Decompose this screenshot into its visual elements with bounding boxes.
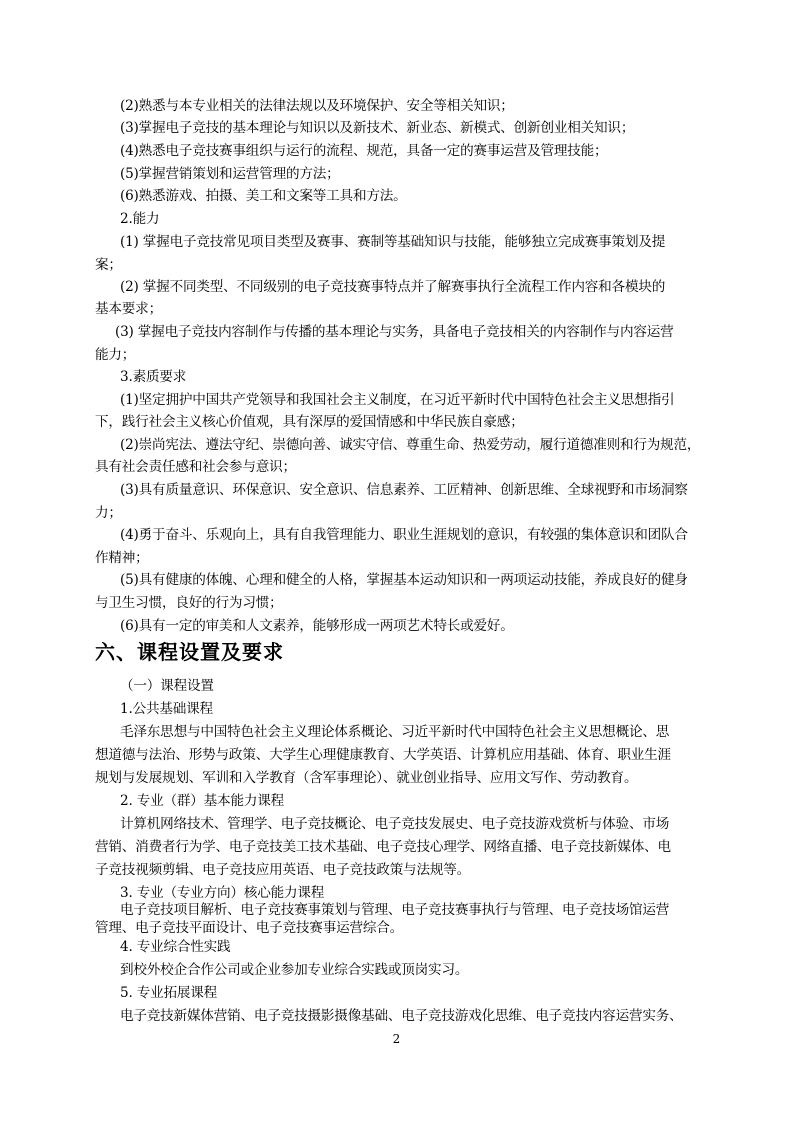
quality-heading: 3.素质要求 bbox=[120, 369, 187, 385]
public-courses-heading: 1.公共基础课程 bbox=[120, 701, 213, 717]
quality-item-6: (6)具有一定的审美和人文素养，能够形成一两项艺术特长或爱好。 bbox=[120, 618, 514, 634]
knowledge-item-6: (6)熟悉游戏、拍摄、美工和文案等工具和方法。 bbox=[120, 188, 407, 204]
knowledge-item-4: (4)熟悉电子竞技赛事组织与运行的流程、规范，具备一定的赛事运营及管理技能； bbox=[120, 143, 608, 159]
public-courses-line3: 规划与发展规划、军训和入学教育（含军事理论）、就业创业指导、应用文写作、劳动教育。 bbox=[95, 770, 638, 786]
extension-courses-heading: 5. 专业拓展课程 bbox=[120, 985, 218, 1001]
basic-courses-line2: 营销、消费者行为学、电子竞技美工技术基础、电子竞技心理学、网络直播、电子竞技新媒体、电 bbox=[95, 839, 671, 855]
public-courses-line1: 毛泽东思想与中国特色社会主义理论体系概论、习近平新时代中国特色社会主义思想概论、思 bbox=[120, 724, 670, 740]
quality-item-4-line1: (4)勇于奋斗、乐观向上，具有自我管理能力、职业生涯规划的意识，有较强的集体意识和团队合 bbox=[120, 527, 688, 543]
quality-item-4-line2: 作精神； bbox=[95, 550, 149, 566]
extension-courses-line1: 电子竞技新媒体营销、电子竞技摄影摄像基础、电子竞技游戏化思维、电子竞技内容运营实务、 bbox=[120, 1008, 683, 1024]
core-courses-heading: 3. 专业（专业方向）核心能力课程 bbox=[120, 885, 325, 901]
knowledge-item-3: (3)掌握电子竞技的基本理论与知识以及新技术、新业态、新模式、创新创业相关知识； bbox=[120, 120, 635, 136]
ability-item-1-line2: 案； bbox=[95, 257, 122, 273]
knowledge-item-2: (2)熟悉与本专业相关的法律法规以及环境保护、安全等相关知识； bbox=[120, 98, 514, 114]
basic-courses-line1: 计算机网络技术、管理学、电子竞技概论、电子竞技发展史、电子竞技游戏赏析与体验、市场 bbox=[120, 816, 670, 832]
public-courses-line2: 想道德与法治、形势与政策、大学生心理健康教育、大学英语、计算机应用基础、体育、职业生涯 bbox=[95, 747, 671, 763]
quality-item-3-line2: 力； bbox=[95, 505, 122, 521]
section-heading: 六、课程设置及要求 bbox=[95, 640, 284, 664]
core-courses-line1: 电子竞技项目解析、电子竞技赛事策划与管理、电子竞技赛事执行与管理、电子竞技场馆运营 bbox=[120, 902, 670, 918]
basic-courses-heading: 2. 专业（群）基本能力课程 bbox=[120, 793, 285, 809]
core-courses-line2: 管理、电子竞技平面设计、电子竞技赛事运营综合。 bbox=[95, 920, 404, 936]
quality-item-5-line2: 与卫生习惯，良好的行为习惯； bbox=[95, 595, 283, 611]
quality-item-1-line1: (1)坚定拥护中国共产党领导和我国社会主义制度，在习近平新时代中国特色社会主义思想指引 bbox=[120, 392, 675, 408]
ability-item-3-line2: 能力； bbox=[95, 347, 136, 363]
ability-item-2-line2: 基本要求； bbox=[95, 301, 162, 317]
ability-item-2-line1: (2) 掌握不同类型、不同级别的电子竞技赛事特点并了解赛事执行全流程工作内容和各模块的 bbox=[120, 279, 666, 295]
quality-item-3-line1: (3)具有质量意识、环保意识、安全意识、信息素养、工匠精神、创新思维、全球视野和市场洞察 bbox=[120, 482, 688, 498]
page-number: 2 bbox=[392, 1032, 401, 1046]
quality-item-1-line2: 下，践行社会主义核心价值观，具有深厚的爱国情感和中华民族自豪感； bbox=[95, 414, 524, 430]
ability-item-1-line1: (1) 掌握电子竞技常见项目类型及赛事、赛制等基础知识与技能，能够独立完成赛事策划及提 bbox=[120, 234, 666, 250]
quality-item-5-line1: (5)具有健康的体魄、心理和健全的人格，掌握基本运动知识和一两项运动技能，养成良好的健身 bbox=[120, 572, 688, 588]
ability-item-3-line1: (3) 掌握电子竞技内容制作与传播的基本理论与实务，具备电子竞技相关的内容制作与内容运营 bbox=[115, 324, 674, 340]
ability-heading: 2.能力 bbox=[120, 211, 160, 227]
practice-line1: 到校外校企合作公司或企业参加专业综合实践或顶岗实习。 bbox=[120, 962, 469, 978]
knowledge-item-5: (5)掌握营销策划和运营管理的方法； bbox=[120, 166, 340, 182]
quality-item-2-line2: 具有社会责任感和社会参与意识； bbox=[95, 459, 296, 475]
subsection-heading: （一）课程设置 bbox=[120, 678, 214, 694]
quality-item-2-line1: (2)崇尚宪法、遵法守纪、崇德向善、诚实守信、尊重生命、热爱劳动，履行道德准则和行为规范， bbox=[120, 437, 701, 453]
practice-heading: 4. 专业综合性实践 bbox=[120, 939, 231, 955]
basic-courses-line3: 子竞技视频剪辑、电子竞技应用英语、电子竞技政策与法规等。 bbox=[95, 862, 471, 878]
